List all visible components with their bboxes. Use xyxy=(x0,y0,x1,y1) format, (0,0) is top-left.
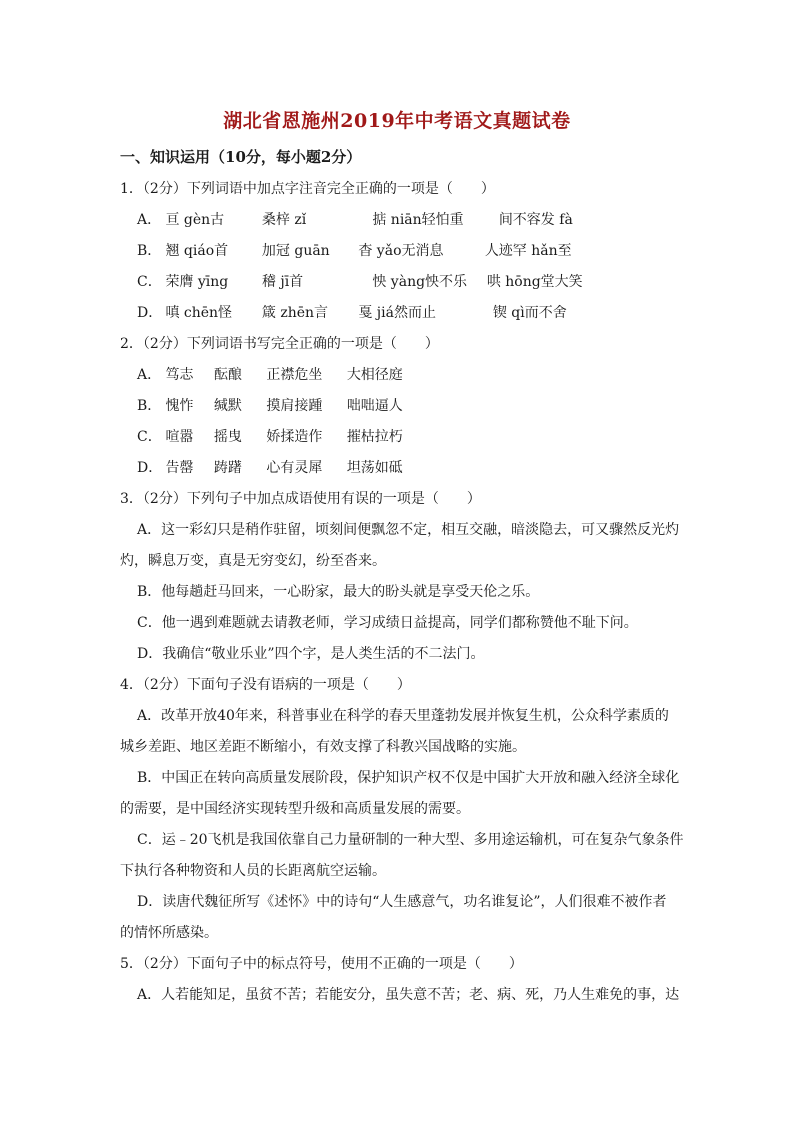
option-item: 杳 yǎo无消息 xyxy=(358,243,444,259)
question-2-option-a xyxy=(120,360,680,391)
question-1-option-a xyxy=(120,205,680,236)
option-item: 哄 hōng堂大笑 xyxy=(486,274,583,290)
option-item: 箴 zhēn言 xyxy=(261,305,329,321)
option-item: 娇揉造作 xyxy=(266,429,323,445)
option-item: 正襟危坐 xyxy=(266,367,323,383)
option-item: 稽 jī首 xyxy=(261,274,304,290)
option-item: 大相径庭 xyxy=(346,367,403,383)
option-item: 桑梓 zǐ xyxy=(261,212,307,228)
question-4-option-b-continued: 的需要，是中国经济实现转型升级和高质量发展的需要。 xyxy=(120,801,470,817)
option-item: 嗔 chēn怪 xyxy=(165,305,233,321)
question-5-stem: 5．（2分）下面句子中的标点符号，使用不正确的一项是（ ） xyxy=(120,956,523,972)
question-3-option-a-continued: 灼，瞬息万变，真是无穷变幻，纷至沓来。 xyxy=(120,553,386,569)
question-1-option-c xyxy=(120,267,680,298)
option-item: 愧怍 xyxy=(165,398,194,414)
section-heading: 一、知识运用（10分，每小题2分） xyxy=(120,148,362,166)
option-item: 酝酿 xyxy=(213,367,242,383)
option-item: 踌躇 xyxy=(213,460,242,476)
option-item: 摇曳 xyxy=(213,429,242,445)
question-4-option-d: D．读唐代魏征所写《述怀》中的诗句“人生感意气，功名谁复论”，人们很难不被作者 xyxy=(137,894,667,910)
question-4-stem: 4．（2分）下面句子没有语病的一项是（ ） xyxy=(120,677,411,693)
option-letter: B． xyxy=(137,398,162,414)
option-item: 笃志 xyxy=(165,367,194,383)
option-item: 坦荡如砥 xyxy=(346,460,403,476)
option-item: 咄咄逼人 xyxy=(346,398,403,414)
option-item: 怏 yàng怏不乐 xyxy=(372,274,468,290)
option-item: 翘 qiáo首 xyxy=(165,243,229,259)
option-item: 加冠 guān xyxy=(261,243,330,259)
question-1-option-d xyxy=(120,298,680,329)
page-title: 湖北省恩施州2019年中考语文真题试卷 xyxy=(223,110,571,132)
option-item: 摸肩接踵 xyxy=(266,398,323,414)
question-4-option-a-continued: 城乡差距、地区差距不断缩小，有效支撑了科教兴国战略的实施。 xyxy=(120,739,526,755)
option-item: 心有灵犀 xyxy=(266,460,323,476)
question-3-option-c: C．他一遇到难题就去请教老师，学习成绩日益提高，同学们都称赞他不耻下问。 xyxy=(137,615,638,631)
option-item: 戛 jiá然而止 xyxy=(358,305,436,321)
question-5-option-a: A．人若能知足，虽贫不苦；若能安分，虽失意不苦；老、病、死，乃人生难免的事，达 xyxy=(137,987,680,1003)
question-3-option-d: D．我确信“敬业乐业”四个字，是人类生活的不二法门。 xyxy=(137,646,485,662)
option-item: 荣膺 yīng xyxy=(165,274,229,290)
option-letter: B． xyxy=(137,243,162,259)
option-letter: A． xyxy=(137,367,162,383)
question-2-option-d xyxy=(120,453,680,484)
option-letter: D． xyxy=(137,305,163,321)
question-4-option-c-continued: 下执行各种物资和人员的长距离航空运输。 xyxy=(120,863,386,879)
option-letter: A． xyxy=(137,212,162,228)
option-item: 间不容发 fà xyxy=(498,212,573,228)
question-3-option-b: B．他每趟赶马回来，一心盼家，最大的盼头就是享受天伦之乐。 xyxy=(137,584,540,600)
option-item: 告罄 xyxy=(165,460,194,476)
option-item: 人迹罕 hǎn至 xyxy=(484,243,572,259)
option-item: 亘 gèn古 xyxy=(165,212,225,228)
question-4-option-d-continued: 的情怀所感染。 xyxy=(120,925,218,941)
question-1-option-b xyxy=(120,236,680,267)
question-2-option-b xyxy=(120,391,680,422)
question-4-option-b: B．中国正在转向高质量发展阶段，保护知识产权不仅是中国扩大开放和融入经济全球化 xyxy=(137,770,680,786)
option-item: 喧嚣 xyxy=(165,429,194,445)
option-item: 缄默 xyxy=(213,398,242,414)
option-item: 摧枯拉朽 xyxy=(346,429,403,445)
question-4-option-a: A．改革开放40年来，科普事业在科学的春天里蓬勃发展并恢复生机，公众科学素质的 xyxy=(137,708,669,724)
option-letter: C． xyxy=(137,274,162,290)
option-letter: C． xyxy=(137,429,162,445)
option-letter: D． xyxy=(137,460,163,476)
question-list xyxy=(120,174,684,1011)
question-3-stem: 3．（2分）下列句子中加点成语使用有误的一项是（ ） xyxy=(120,491,481,507)
option-item: 掂 niān轻怕重 xyxy=(372,212,464,228)
question-2-stem: 2．（2分）下列词语书写完全正确的一项是（ ） xyxy=(120,336,439,352)
question-4-option-c: C．运﹣20飞机是我国依靠自己力量研制的一种大型、多用途运输机，可在复杂气象条件 xyxy=(137,832,684,848)
question-2-option-c xyxy=(120,422,680,453)
question-1-stem: 1．（2分）下列词语中加点字注音完全正确的一项是（ ） xyxy=(120,181,495,197)
option-item: 锲 qì而不舍 xyxy=(492,305,567,321)
question-3-option-a: A．这一彩幻只是稍作驻留，顷刻间便飘忽不定，相互交融，暗淡隐去，可又骤然反光灼 xyxy=(137,522,680,538)
